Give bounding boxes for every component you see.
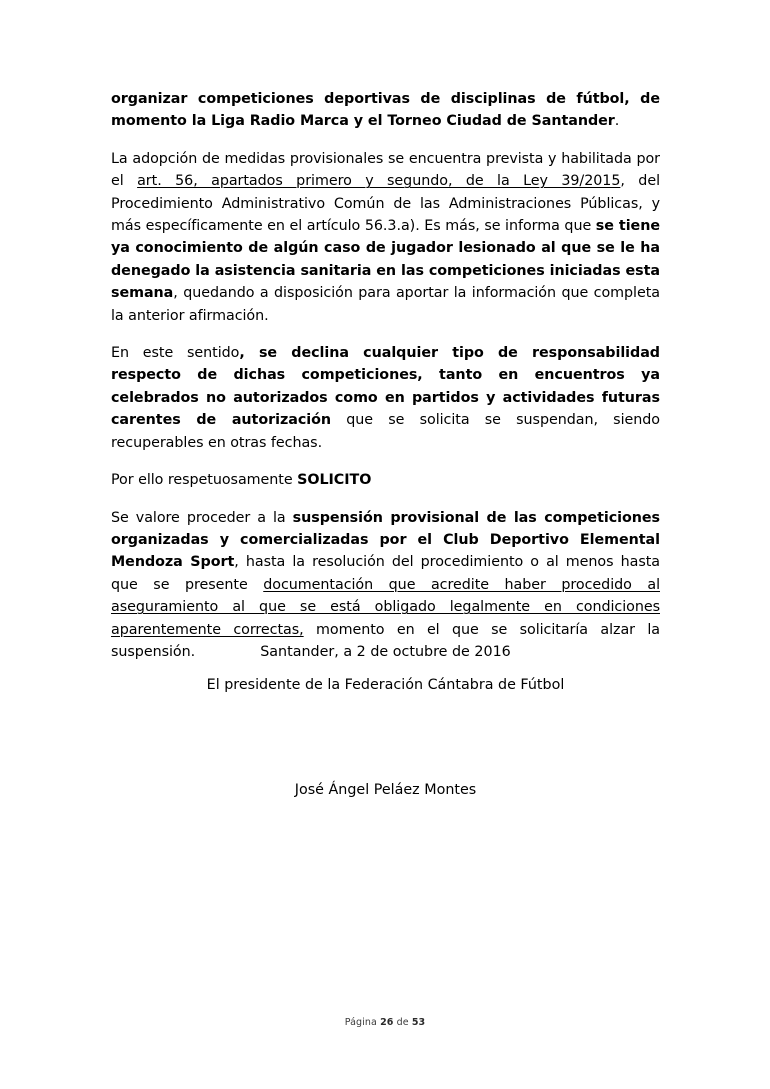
text-run-1: suspensión provisional de las competiciones organizadas y comercializadas por el Club Deportivo Elemental Mendoza Sport (111, 509, 660, 571)
document-body (111, 88, 660, 663)
text-run-4: momento en el que se solicitaría alzar la suspensión. (111, 621, 661, 660)
signature-place-and-date: Santander, a 2 de octubre de 2016 (260, 644, 511, 660)
text-run-2: que se solicita se suspendan, siendo recuperables en otras fechas. (111, 412, 660, 451)
signature-block (111, 641, 660, 697)
text-run-2: , hasta la resolución del procedimiento o al menos hasta que se presente (111, 554, 660, 593)
footer-current-page: 26 (380, 1017, 394, 1028)
signature-role: El presidente de la Federación Cántabra de Fútbol (206, 677, 565, 694)
text-run-2: , del Procedimiento Administrativo Común de las Administraciones Públicas, y más específicamente en el artículo 56.3.a). Es más, se informa que (111, 173, 660, 235)
footer-prefix: Página (344, 1017, 377, 1028)
text-run-0: La adopción de medidas provisionales se encuentra prevista y habilitada por el (111, 150, 660, 190)
text-run-0: Se valore proceder a la (111, 509, 293, 526)
signer-name: José Ángel Peláez Montes (294, 782, 477, 798)
text-run-0: En este sentido (111, 345, 240, 362)
paragraph-solicito (111, 469, 660, 491)
footer-separator: de (396, 1017, 409, 1028)
paragraph-organizar (111, 88, 660, 133)
text-run-1: art. 56, apartados primero y segundo, de la Ley 39/2015 (137, 173, 621, 190)
text-run-1: . (614, 113, 620, 130)
text-run-3: se tiene ya conocimiento de algún caso de jugador lesionado al que se le ha denegado la asistencia sanitaria en las competiciones iniciadas esta semana (111, 218, 660, 302)
paragraph-adopcion-medidas (111, 148, 660, 327)
text-run-3: documentación que acredite haber procedido al aseguramiento al que se está obligado legalmente en condiciones aparentemente correctas, (111, 576, 660, 638)
text-run-0: Por ello respetuosamente (111, 472, 298, 489)
text-run-1: , se declina cualquier tipo de responsabilidad respecto de dichas competiciones, tanto en encuentros ya celebrados no autorizados como en partidos y actividades futuras carentes de autorización (111, 345, 660, 429)
paragraph-suspension (111, 507, 660, 664)
text-run-1: SOLICITO (297, 472, 372, 489)
text-run-0: organizar competiciones deportivas de disciplinas de fútbol, de momento la Liga Radio Marca y el Torneo Ciudad de Santander (111, 91, 660, 130)
text-run-4: , quedando a disposición para aportar la información que completa la anterior afirmación. (111, 285, 660, 324)
footer-total-pages: 53 (411, 1017, 426, 1028)
paragraph-declina-responsabilidad (111, 342, 660, 454)
page-footer (0, 1016, 770, 1029)
